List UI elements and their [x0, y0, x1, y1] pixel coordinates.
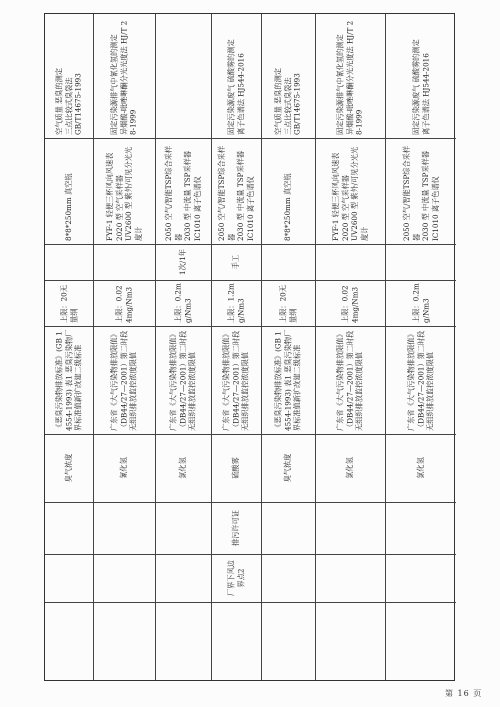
- table-cell-pollutant: [261, 434, 315, 502]
- cell-text: FYF-1 轻便三杯风向风速表 2020 型 空气采样器 UV2600 型 紫外/可见分光光度计: [330, 146, 369, 241]
- table-cell-equipment: [45, 138, 93, 244]
- table-cell-value: [211, 280, 261, 326]
- cell-text: 《恶臭污染物排放标准》(GB 14554-1993) 表1 恶臭污染物厂界标准值新扩改建二级标准: [273, 329, 302, 431]
- table-cell-limit: [155, 326, 211, 434]
- cell-text: 广东省《大气污染物排放限值》（DB44/27—2001）第二时段无组织排放监控浓度限值: [221, 330, 250, 431]
- table-cell-value: [45, 280, 93, 326]
- cell-text: 2050 空气/智能TSP综合采样器 2030 型 中流量 TSP采样器 IC1010 离子色谱仪: [163, 145, 202, 241]
- table-column-divider: [45, 602, 456, 603]
- cell-text: 上限：0.024mg/Nm3: [114, 285, 133, 323]
- cell-text: 手工: [231, 254, 241, 270]
- cell-text: 空气质量 恶臭的测定 三点比较式臭袋法 GB/T14675-1993: [54, 68, 83, 135]
- table-cell-pollutant: [93, 434, 155, 502]
- cell-text: 广东省《大气污染物排放限值》（DB44/27—2001）第二时段无组织排放监控浓度限值: [168, 330, 197, 431]
- cell-text: 氰化氢: [119, 457, 129, 479]
- table-cell-equipment: [93, 138, 155, 244]
- monitoring-table: [44, 13, 455, 681]
- cell-text: 臭气浓度: [283, 453, 293, 483]
- cell-text: 固定污染源排气中氰化氢的测定 异烟酸-吡唑啉酮分光光度法 HJ/T 28-1999: [109, 20, 138, 135]
- table-cell-limit: [93, 326, 155, 434]
- table-cell-standard: [261, 14, 315, 138]
- table-cell-limit: [261, 326, 315, 434]
- cell-text: 1次/1年: [178, 249, 188, 275]
- table-cell-value: [155, 280, 211, 326]
- table-cell-pollutant: [315, 434, 385, 502]
- cell-text: 广东省《大气污染物排放限值》（DB44/27—2001）第二时段无组织排放监控浓度限值: [335, 330, 364, 431]
- table-cell-value: [261, 280, 315, 326]
- cell-text: 固定污染源排气中氰化氢的测定 异烟酸-吡唑啉酮分光光度法 HJ/T 28-1999: [335, 20, 364, 135]
- cell-text: 氯化氢: [345, 457, 355, 479]
- table-cell-standard: [385, 14, 456, 138]
- cell-text: 上限：0.2mg/Nm3: [410, 283, 430, 323]
- cell-text: 厂界下风边界点2: [226, 560, 245, 596]
- cell-text: 上限：0.024mg/Nm3: [340, 285, 359, 323]
- cell-text: 上限：1.2mg/Nm3: [226, 283, 245, 323]
- cell-text: 臭气浓度: [64, 453, 74, 483]
- cell-text: 上限：20无量纲: [59, 285, 78, 323]
- cell-text: 氯化氢: [178, 457, 188, 479]
- cell-text: 空气质量 恶臭的测定 三点比较式臭袋法 GB/T14675-1993: [273, 68, 302, 135]
- cell-text: 广东省《大气污染物排放限值》（DB44/27—2001）第二时段无组织排放监控浓度限值: [109, 330, 138, 431]
- table-cell-frequency: [155, 244, 211, 280]
- cell-text: 排污许可证: [231, 510, 241, 546]
- table-cell-value: [93, 280, 155, 326]
- table-cell-pollutant: [155, 434, 211, 502]
- table-cell-standard: [315, 14, 385, 138]
- table-cell-standard: [211, 14, 261, 138]
- table-cell-equipment: [385, 138, 456, 244]
- table-cell-method-mode: [211, 502, 261, 554]
- cell-text: 2050 空气/智能TSP综合采样器 2030 型 中流量 TSP采样器 IC1010 离子色谱仪: [401, 145, 440, 241]
- table-cell-equipment: [315, 138, 385, 244]
- cell-text: 固定污染源废气 硫酸雾的测定 离子色谱法 HJ544-2016: [410, 39, 430, 135]
- table-cell-value: [385, 280, 456, 326]
- table-cell-value: [315, 280, 385, 326]
- cell-text: 固定污染源废气 硫酸雾的测定 离子色谱法 HJ544-2016: [226, 39, 245, 135]
- table-cell-limit: [385, 326, 456, 434]
- table-cell-frequency: [211, 244, 261, 280]
- table-cell-limit: [45, 326, 93, 434]
- table-cell-pollutant: [45, 434, 93, 502]
- cell-text: 硫酸雾: [231, 457, 241, 479]
- table-cell-pollutant: [385, 434, 456, 502]
- table-cell-limit: [315, 326, 385, 434]
- cell-text: 广东省《大气污染物排放限值》（DB44/27—2001）第二时段无组织排放监控浓度限值: [406, 330, 435, 431]
- table-cell-point: [211, 554, 261, 602]
- cell-text: 2050 空气/智能TSP综合采样器 2030 型 中流量 TSP采样器 IC1010 离子色谱仪: [216, 145, 255, 241]
- cell-text: 《恶臭污染物排放标准》(GB 14554-1993) 表1 恶臭污染物厂界标准值新扩改建二级标准: [54, 329, 83, 431]
- cell-text: 8*8*250mm 真空瓶: [64, 173, 74, 241]
- table-cell-equipment: [211, 138, 261, 244]
- cell-text: FYF-1 轻便三杯风向风速表 2020 型 空气采样器 UV2600 型 紫外/可见分光光度计: [104, 146, 143, 241]
- cell-text: 8*8*250mm 真空瓶: [283, 173, 293, 241]
- cell-text: 上限：0.2mg/Nm3: [173, 283, 192, 323]
- cell-text: 上限：20无量纲: [278, 285, 297, 323]
- table-cell-pollutant: [211, 434, 261, 502]
- table-cell-standard: [45, 14, 93, 138]
- table-cell-standard: [93, 14, 155, 138]
- table-cell-equipment: [261, 138, 315, 244]
- page-number: 第 16 页: [445, 689, 483, 698]
- table-cell-equipment: [155, 138, 211, 244]
- table-cell-limit: [211, 326, 261, 434]
- cell-text: 氯化氢: [415, 457, 425, 479]
